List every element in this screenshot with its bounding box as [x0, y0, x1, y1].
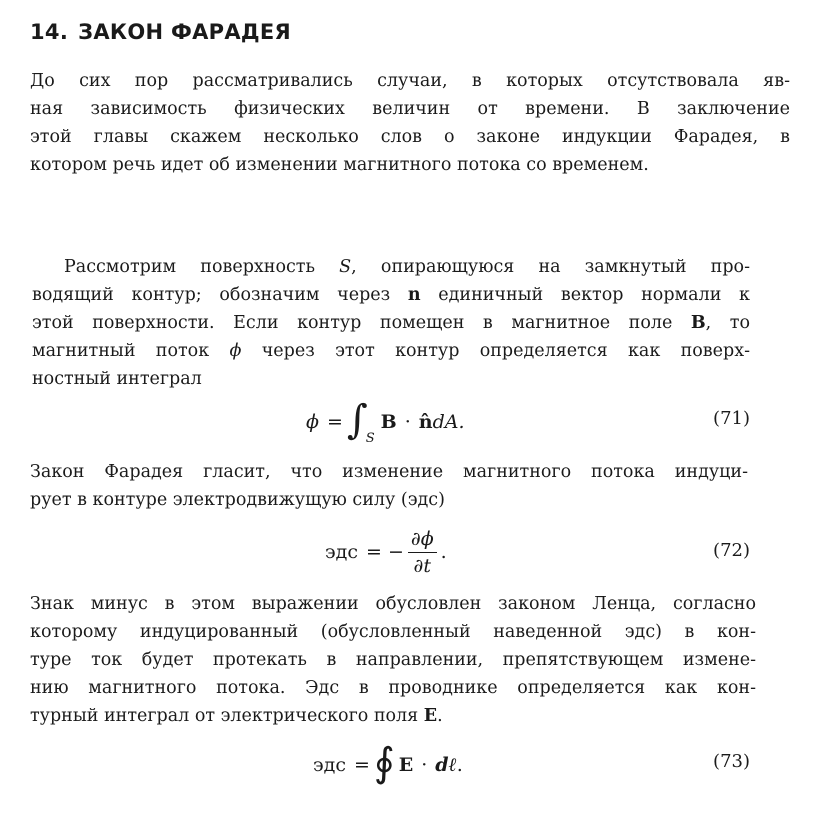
text-run: , опирающуюся на замкнутый про- [351, 257, 750, 277]
text-run: через этот контур определяется как поверх- [241, 341, 750, 361]
text-line: котором речь идет об изменении магнитного потока со временем. [30, 155, 649, 175]
paragraph-intro [30, 67, 790, 179]
equation-number: (72) [713, 540, 750, 561]
text-line: рует в контуре электродвижущую силу (эдс) [30, 490, 445, 510]
text-line: этой главы скажем несколько слов о законе индукции Фарадея, в [30, 127, 790, 147]
eq-lhs: эдс [325, 541, 358, 563]
fraction-numerator: ∂ϕ [410, 527, 434, 550]
eq-lhs: эдс [313, 754, 346, 776]
integral-subscript: S [365, 430, 375, 446]
text-run: водящий контур; обозначим через [32, 285, 408, 305]
equation-71 [0, 392, 760, 452]
eq-rest: . [456, 754, 463, 776]
contour-integral-sign: ∮ [373, 740, 395, 786]
section-title: ЗАКОН ФАРАДЕЯ [78, 20, 292, 44]
section-number: 14. [30, 20, 69, 44]
vector-e: E [398, 754, 414, 776]
text-line: Закон Фарадея гласит, что изменение магнитного потока индуци- [30, 462, 748, 482]
text-run: , то [705, 313, 750, 333]
fraction-denominator: ∂t [413, 554, 431, 577]
fraction-bar [408, 552, 437, 553]
integral-sign: ∫ [346, 397, 368, 443]
text-line: До сих пор рассматривались случаи, в которых отсутствовала яв- [30, 71, 790, 91]
eq-equals: = [353, 754, 370, 776]
equation-body [313, 735, 463, 795]
section-heading [30, 20, 291, 44]
text-line [32, 309, 750, 337]
paragraph-lenz [30, 590, 756, 730]
equation-number: (73) [713, 751, 750, 772]
equation-body [306, 392, 465, 452]
unit-normal: n̂ [418, 411, 433, 433]
vector-b: B [690, 313, 706, 333]
dot-operator: · [421, 754, 428, 776]
text-line: Знак минус в этом выражении обусловлен законом Ленца, согласно [30, 594, 756, 614]
text-line [32, 281, 750, 309]
vector-b: B [380, 411, 397, 433]
text-run: Рассмотрим поверхность [64, 257, 340, 277]
text-line: туре ток будет протекать в направлении, препятствующем измене- [30, 650, 756, 670]
equation-72 [0, 522, 760, 582]
equation-73 [0, 735, 760, 795]
eq-rest: . [440, 541, 447, 563]
text-line [32, 253, 750, 281]
eq-equals-minus: = − [365, 541, 404, 563]
equation-number: (71) [713, 408, 750, 429]
dot-operator: · [404, 411, 411, 433]
fraction [408, 528, 437, 577]
eq-equals: = [326, 411, 343, 433]
text-line: ностный интеграл [32, 369, 202, 389]
eq-rest: dA. [432, 411, 465, 433]
text-line: ная зависимость физических величин от времени. В заключение [30, 99, 790, 119]
text-run: магнитный поток [32, 341, 230, 361]
text-run: этой поверхности. Если контур помещен в магнитное поле [32, 313, 691, 333]
text-run: турный интеграл от электрического поля [30, 706, 424, 726]
vector-n: n [407, 285, 421, 305]
paragraph-faraday-law [30, 458, 748, 514]
line-element: dℓ [435, 753, 457, 776]
eq-lhs: ϕ [306, 411, 319, 433]
equation-body [325, 522, 447, 582]
text-run: единичный вектор нормали к [420, 285, 750, 305]
text-line [30, 702, 756, 730]
symbol-phi: ϕ [229, 341, 242, 361]
text-run: . [437, 706, 443, 726]
text-line: нию магнитного потока. Эдс в проводнике определяется как кон- [30, 678, 756, 698]
text-line [32, 337, 750, 365]
vector-e: E [423, 706, 438, 726]
paragraph-surface [32, 253, 750, 393]
text-line: которому индуцированный (обусловленный наведенной эдс) в кон- [30, 622, 756, 642]
symbol-s: S [339, 257, 352, 277]
